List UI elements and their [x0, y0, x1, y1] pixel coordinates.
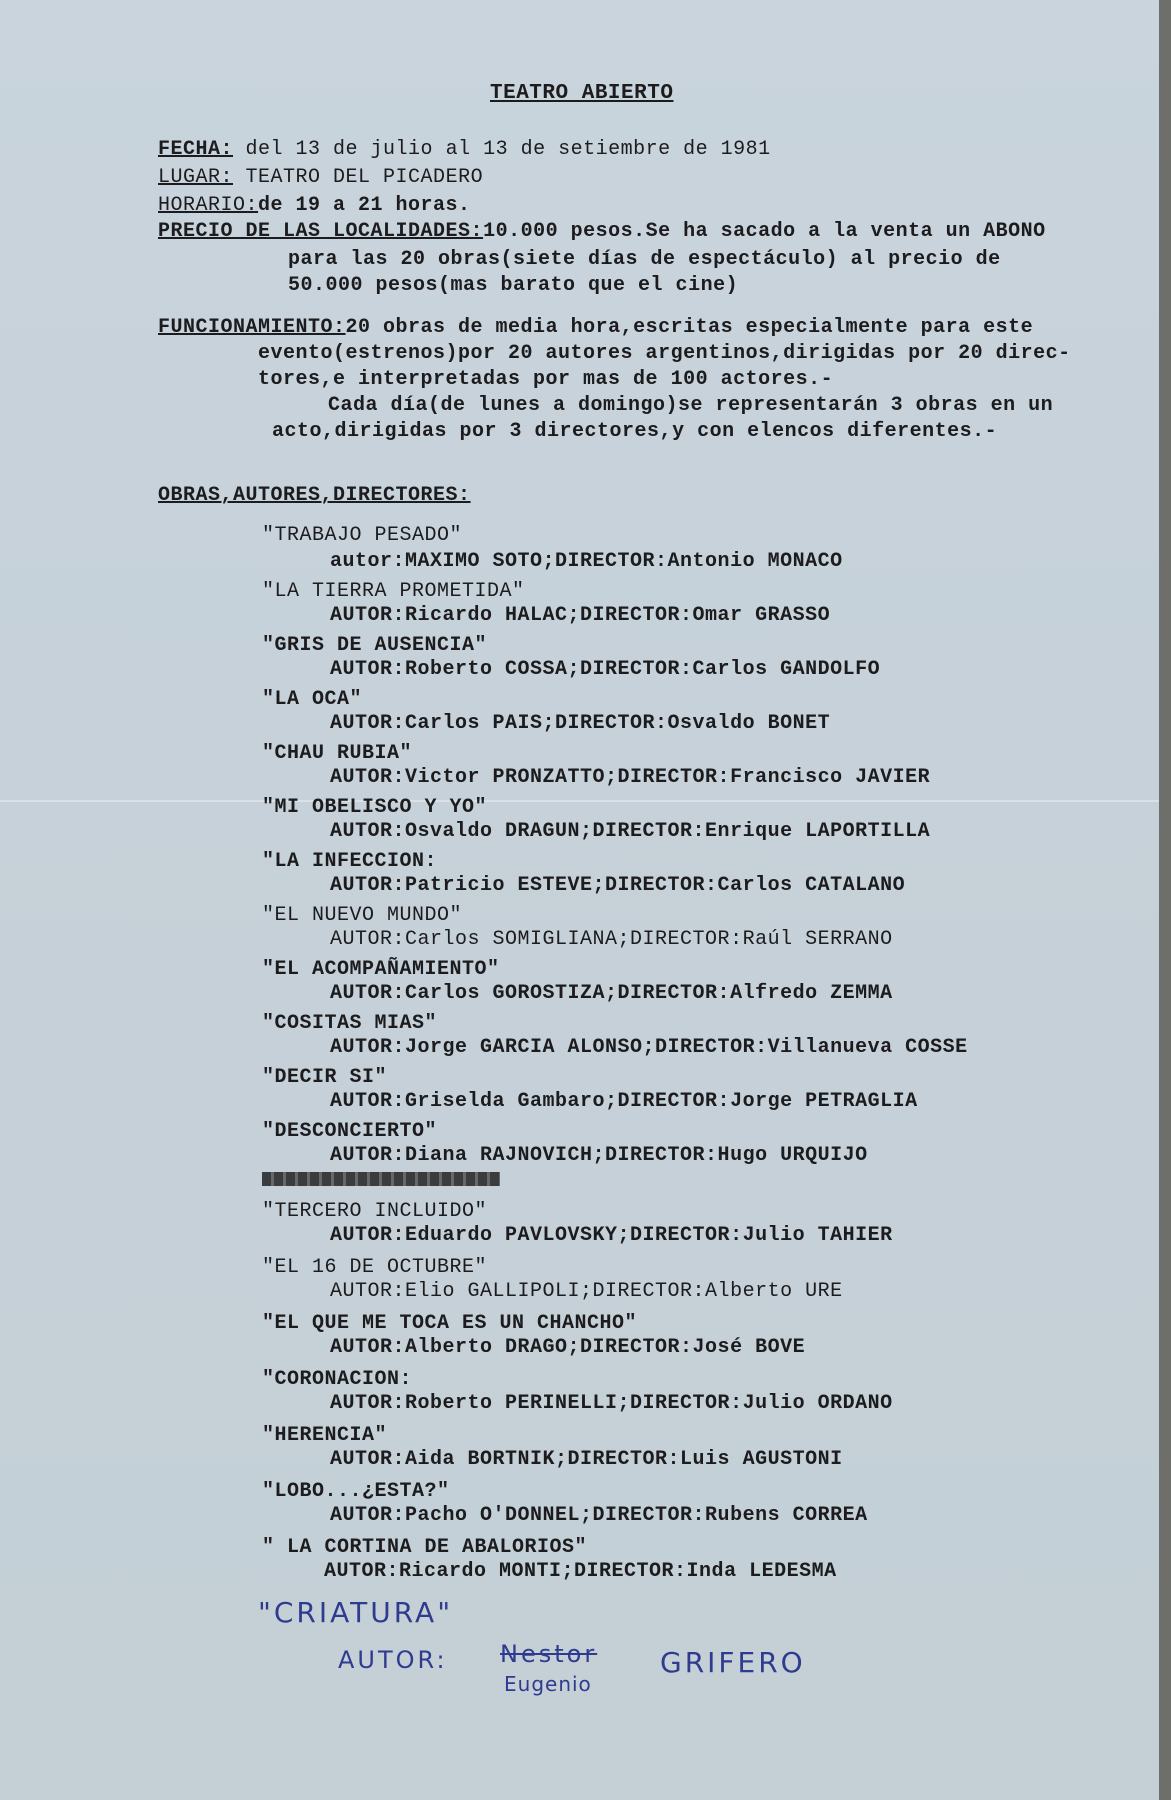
document-title: TEATRO ABIERTO [490, 82, 674, 105]
precio-line [158, 220, 1046, 243]
fecha-line [158, 138, 771, 161]
paper-fold-line [0, 800, 1171, 802]
work-title: "LA OCA" [262, 688, 363, 711]
work-credit: AUTOR:Patricio ESTEVE;DIRECTOR:Carlos CATALANO [330, 874, 906, 897]
work-credit: AUTOR:Elio GALLIPOLI;DIRECTOR:Alberto URE [330, 1280, 843, 1303]
precio-value: 10.000 pesos.Se ha sacado a la venta un ABONO [483, 220, 1046, 243]
lugar-line [158, 166, 483, 189]
background-edge [1159, 0, 1171, 1800]
work-credit: AUTOR:Aida BORTNIK;DIRECTOR:Luis AGUSTONI [330, 1448, 843, 1471]
work-title: "MI OBELISCO Y YO" [262, 796, 488, 819]
work-credit: autor:MAXIMO SOTO;DIRECTOR:Antonio MONACO [330, 550, 843, 573]
funcionamiento-line-5: acto,dirigidas por 3 directores,y con elencos diferentes.- [272, 420, 998, 443]
work-title: "CHAU RUBIA" [262, 742, 413, 765]
handwritten-inserted-name: Eugenio [504, 1672, 592, 1696]
work-title: "LOBO...¿ESTA?" [262, 1480, 450, 1503]
work-credit: AUTOR:Victor PRONZATTO;DIRECTOR:Francisco JAVIER [330, 766, 931, 789]
work-credit: AUTOR:Eduardo PAVLOVSKY;DIRECTOR:Julio TAHIER [330, 1224, 893, 1247]
work-title: "EL 16 DE OCTUBRE" [262, 1256, 488, 1279]
handwritten-surname: GRIFERO [660, 1646, 806, 1679]
crossed-out-line [262, 1172, 500, 1186]
work-credit: AUTOR:Diana RAJNOVICH;DIRECTOR:Hugo URQUIJO [330, 1144, 868, 1167]
fecha-label: FECHA: [158, 138, 234, 161]
precio-label: PRECIO DE LAS LOCALIDADES: [158, 220, 484, 243]
funcionamiento-label: FUNCIONAMIENTO: [158, 316, 346, 339]
handwritten-struck-name: Nestor [500, 1640, 598, 1668]
precio-line-2: para las 20 obras(siete días de espectáculo) al precio de [288, 248, 1001, 271]
work-credit: AUTOR:Griselda Gambaro;DIRECTOR:Jorge PETRAGLIA [330, 1090, 918, 1113]
work-title: "COSITAS MIAS" [262, 1012, 438, 1035]
work-credit: AUTOR:Jorge GARCIA ALONSO;DIRECTOR:Villanueva COSSE [330, 1036, 968, 1059]
work-credit: AUTOR:Roberto PERINELLI;DIRECTOR:Julio ORDANO [330, 1392, 893, 1415]
work-title: "GRIS DE AUSENCIA" [262, 634, 488, 657]
work-title: "TRABAJO PESADO" [262, 524, 463, 547]
funcionamiento-line-2: evento(estrenos)por 20 autores argentinos,dirigidas por 20 direc- [258, 342, 1071, 365]
work-credit: AUTOR:Roberto COSSA;DIRECTOR:Carlos GANDOLFO [330, 658, 881, 681]
work-title: "CORONACION: [262, 1368, 413, 1391]
section-heading: OBRAS,AUTORES,DIRECTORES: [158, 484, 471, 507]
handwritten-author-label: AUTOR: [338, 1646, 448, 1674]
fecha-value: del 13 de julio al 13 de setiembre de 1981 [245, 138, 771, 161]
work-credit: AUTOR:Osvaldo DRAGUN;DIRECTOR:Enrique LAPORTILLA [330, 820, 931, 843]
work-title: "DESCONCIERTO" [262, 1120, 438, 1143]
funcionamiento-line [158, 316, 1033, 339]
work-credit: AUTOR:Carlos SOMIGLIANA;DIRECTOR:Raúl SERRANO [330, 928, 893, 951]
work-title: " LA CORTINA DE ABALORIOS" [262, 1536, 588, 1559]
horario-line [158, 194, 471, 217]
lugar-value: TEATRO DEL PICADERO [245, 166, 484, 189]
work-credit: AUTOR:Carlos GOROSTIZA;DIRECTOR:Alfredo ZEMMA [330, 982, 893, 1005]
work-credit: AUTOR:Carlos PAIS;DIRECTOR:Osvaldo BONET [330, 712, 831, 735]
horario-value: de 19 a 21 horas. [258, 194, 471, 217]
work-title: "LA INFECCION: [262, 850, 438, 873]
work-credit: AUTOR:Pacho O'DONNEL;DIRECTOR:Rubens CORREA [330, 1504, 868, 1527]
funcionamiento-line-3: tores,e interpretadas por mas de 100 actores.- [258, 368, 834, 391]
horario-label: HORARIO: [158, 194, 259, 217]
precio-line-3: 50.000 pesos(mas barato que el cine) [288, 274, 739, 297]
handwritten-work-title: "CRIATURA" [258, 1596, 454, 1629]
work-credit: AUTOR:Ricardo HALAC;DIRECTOR:Omar GRASSO [330, 604, 831, 627]
funcionamiento-value: 20 obras de media hora,escritas especialmente para este [345, 316, 1034, 339]
work-title: "EL NUEVO MUNDO" [262, 904, 463, 927]
work-credit: AUTOR:Ricardo MONTI;DIRECTOR:Inda LEDESMA [324, 1560, 837, 1583]
work-title: "EL QUE ME TOCA ES UN CHANCHO" [262, 1312, 638, 1335]
work-title: "DECIR SI" [262, 1066, 388, 1089]
work-title: "HERENCIA" [262, 1424, 388, 1447]
funcionamiento-line-4: Cada día(de lunes a domingo)se representarán 3 obras en un [328, 394, 1054, 417]
lugar-label: LUGAR: [158, 166, 234, 189]
work-title: "EL ACOMPAÑAMIENTO" [262, 958, 500, 981]
work-title: "LA TIERRA PROMETIDA" [262, 580, 525, 603]
work-title: "TERCERO INCLUIDO" [262, 1200, 488, 1223]
work-credit: AUTOR:Alberto DRAGO;DIRECTOR:José BOVE [330, 1336, 806, 1359]
